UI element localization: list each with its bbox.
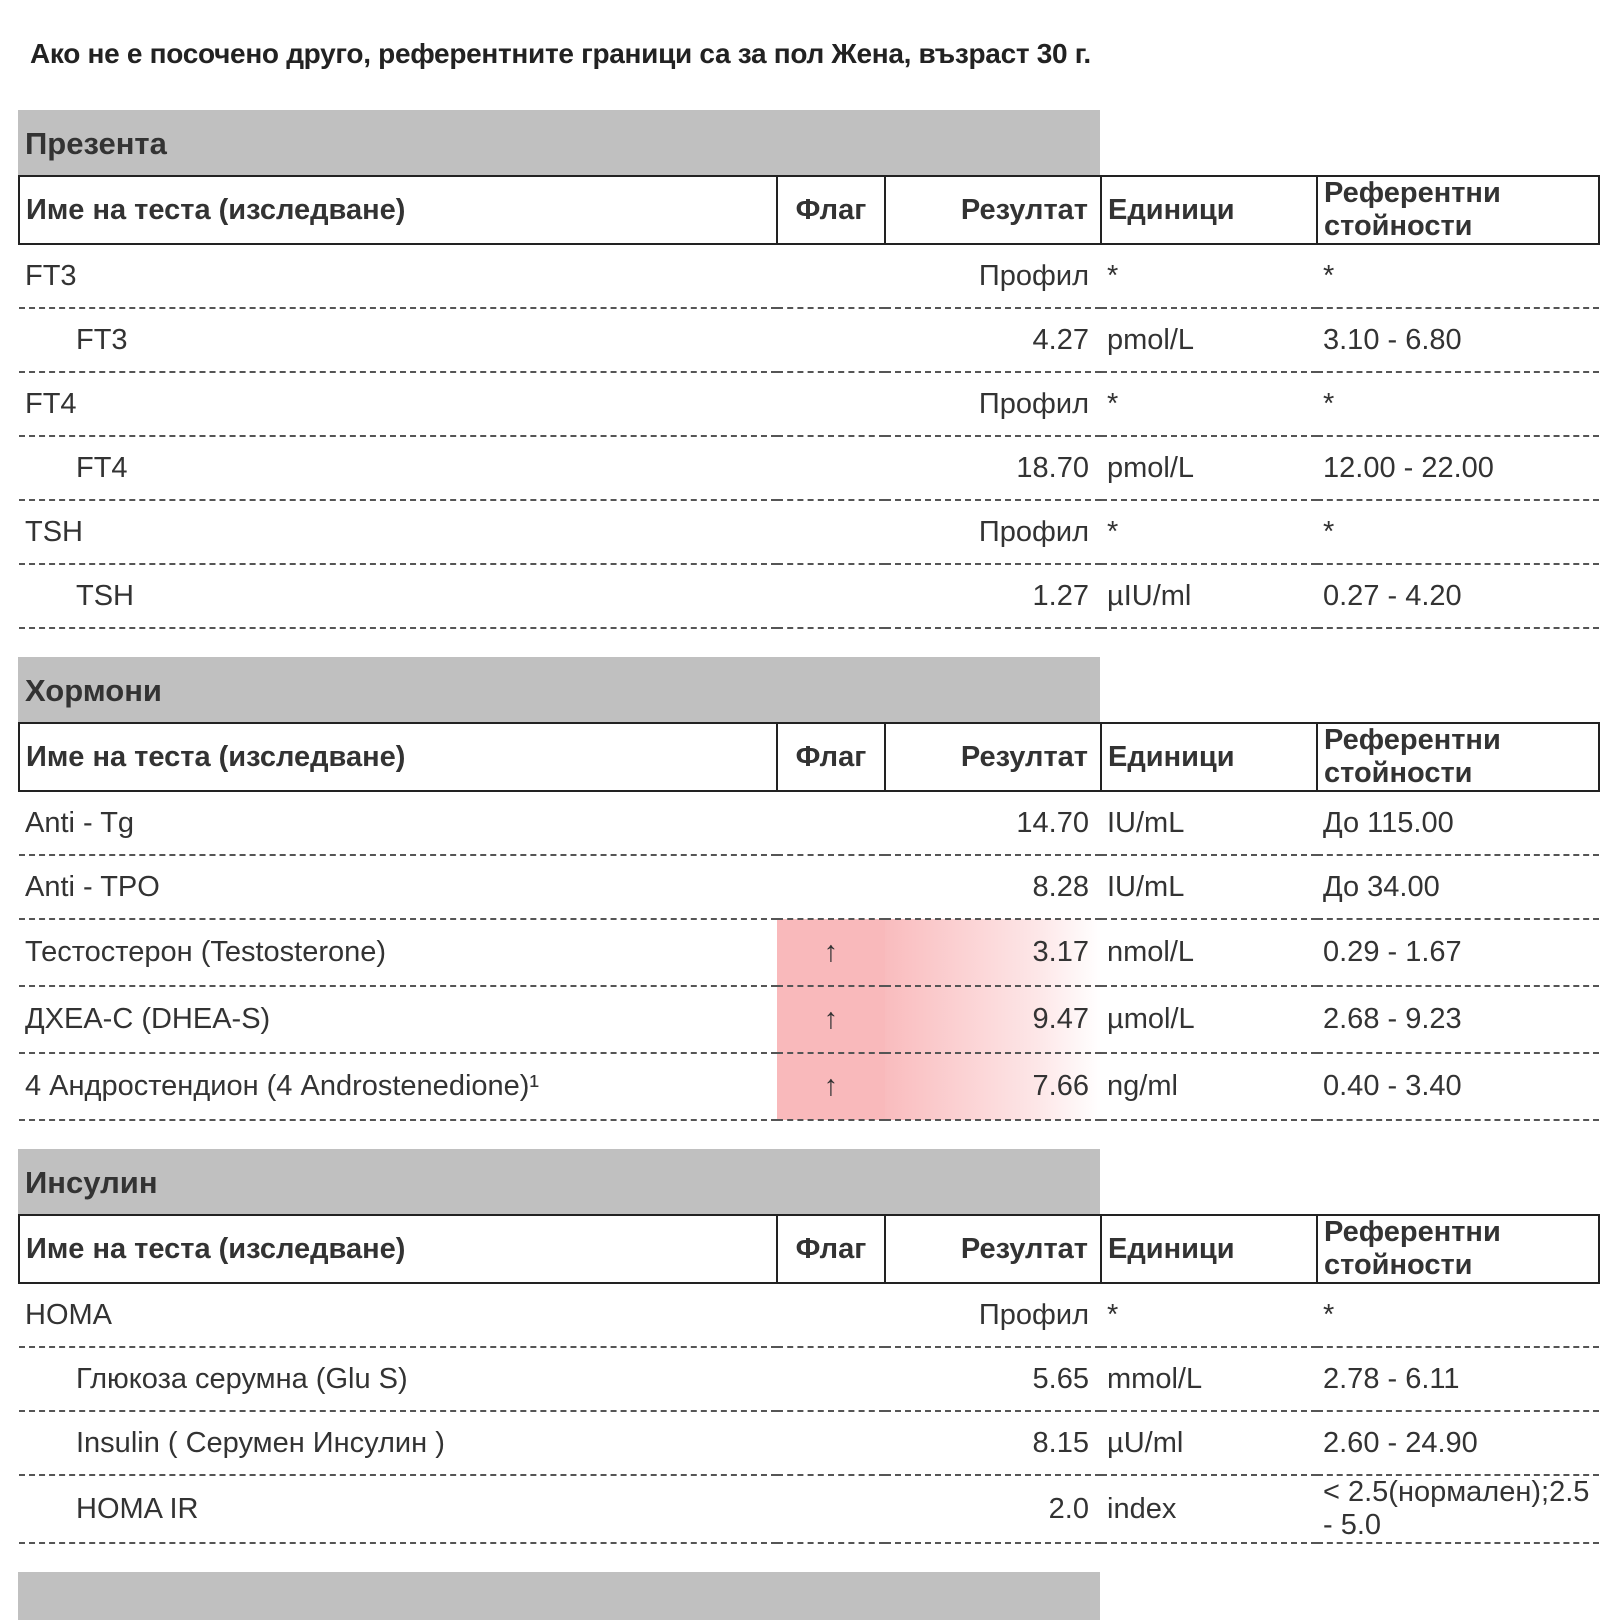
col-name-header: Име на теста (изследване) [19, 1215, 777, 1283]
col-result-header: Резултат [885, 1215, 1101, 1283]
col-units-header: Единици [1101, 723, 1317, 791]
result-value: Профил [885, 372, 1101, 436]
flag-cell [777, 1283, 885, 1347]
test-name: 4 Андростендион (4 Androstenedione)¹ [19, 1053, 777, 1120]
test-name: HOMA [19, 1283, 777, 1347]
result-value: 9.47 [885, 986, 1101, 1053]
flag-cell [777, 436, 885, 500]
units: IU/mL [1101, 855, 1317, 919]
test-name: Тестостерон (Testosterone) [19, 919, 777, 986]
result-value: 8.15 [885, 1411, 1101, 1475]
test-name: Anti - TPO [19, 855, 777, 919]
test-name: FT3 [19, 308, 777, 372]
sections-container [0, 110, 1600, 1544]
table-header [19, 723, 1599, 791]
test-name: FT4 [19, 372, 777, 436]
reference-note: Ако не е посочено друго, референтните граници са за пол Жена, възраст 30 г. [30, 38, 1091, 69]
flag-cell: ↑ [777, 919, 885, 986]
test-name: ДХЕА-С (DHEA-S) [19, 986, 777, 1053]
reference-range: 12.00 - 22.00 [1317, 436, 1599, 500]
table-row [19, 1053, 1599, 1120]
table-row [19, 1411, 1599, 1475]
reference-range: < 2.5(нормален);2.5 - 5.0 [1317, 1475, 1599, 1543]
col-name-header: Име на теста (изследване) [19, 723, 777, 791]
result-value: 1.27 [885, 564, 1101, 628]
reference-range: * [1317, 244, 1599, 308]
flag-cell [777, 791, 885, 855]
units: index [1101, 1475, 1317, 1543]
units: pmol/L [1101, 308, 1317, 372]
section-1 [18, 657, 1598, 1121]
units: * [1101, 244, 1317, 308]
table-row [19, 244, 1599, 308]
results-table [18, 175, 1600, 629]
table-row [19, 436, 1599, 500]
section-0 [18, 110, 1598, 629]
table-row [19, 308, 1599, 372]
col-flag-header: Флаг [777, 723, 885, 791]
units: * [1101, 372, 1317, 436]
result-value: 4.27 [885, 308, 1101, 372]
result-value: 8.28 [885, 855, 1101, 919]
flag-cell [777, 244, 885, 308]
flag-cell [777, 372, 885, 436]
units: * [1101, 1283, 1317, 1347]
units: mmol/L [1101, 1347, 1317, 1411]
table-row [19, 919, 1599, 986]
test-name: Глюкоза серумна (Glu S) [19, 1347, 777, 1411]
col-flag-header: Флаг [777, 176, 885, 244]
reference-range: 2.60 - 24.90 [1317, 1411, 1599, 1475]
flag-cell [777, 500, 885, 564]
units: IU/mL [1101, 791, 1317, 855]
col-ref-header: Референтни стойности [1317, 176, 1599, 244]
test-name: Anti - Tg [19, 791, 777, 855]
units: nmol/L [1101, 919, 1317, 986]
table-header [19, 176, 1599, 244]
table-row [19, 855, 1599, 919]
results-table [18, 1214, 1600, 1544]
units: µmol/L [1101, 986, 1317, 1053]
result-value: 14.70 [885, 791, 1101, 855]
reference-range: 2.78 - 6.11 [1317, 1347, 1599, 1411]
flag-cell: ↑ [777, 1053, 885, 1120]
table-row [19, 1347, 1599, 1411]
reference-range: * [1317, 372, 1599, 436]
section-title: Хормони [18, 657, 1100, 722]
table-row [19, 1475, 1599, 1543]
test-name: FT4 [19, 436, 777, 500]
reference-range: 0.40 - 3.40 [1317, 1053, 1599, 1120]
results-table [18, 722, 1600, 1121]
result-value: Профил [885, 244, 1101, 308]
section-title: Презента [18, 110, 1100, 175]
flag-cell: ↑ [777, 986, 885, 1053]
result-value: 5.65 [885, 1347, 1101, 1411]
flag-cell [777, 564, 885, 628]
result-value: Профил [885, 1283, 1101, 1347]
col-result-header: Резултат [885, 176, 1101, 244]
units: * [1101, 500, 1317, 564]
table-row [19, 986, 1599, 1053]
table-row [19, 564, 1599, 628]
col-units-header: Единици [1101, 176, 1317, 244]
test-name: FT3 [19, 244, 777, 308]
col-ref-header: Референтни стойности [1317, 1215, 1599, 1283]
reference-range: * [1317, 500, 1599, 564]
next-section-header [18, 1572, 1100, 1620]
test-name: TSH [19, 564, 777, 628]
units: pmol/L [1101, 436, 1317, 500]
reference-range: * [1317, 1283, 1599, 1347]
result-value: 18.70 [885, 436, 1101, 500]
units: µIU/ml [1101, 564, 1317, 628]
units: µU/ml [1101, 1411, 1317, 1475]
table-header [19, 1215, 1599, 1283]
reference-range: 0.29 - 1.67 [1317, 919, 1599, 986]
section-title: Инсулин [18, 1149, 1100, 1214]
section-2 [18, 1149, 1598, 1544]
result-value: 7.66 [885, 1053, 1101, 1120]
result-value: 3.17 [885, 919, 1101, 986]
col-ref-header: Референтни стойности [1317, 723, 1599, 791]
result-value: 2.0 [885, 1475, 1101, 1543]
reference-range: До 34.00 [1317, 855, 1599, 919]
col-units-header: Единици [1101, 1215, 1317, 1283]
col-flag-header: Флаг [777, 1215, 885, 1283]
flag-cell [777, 855, 885, 919]
col-result-header: Резултат [885, 723, 1101, 791]
table-row [19, 791, 1599, 855]
col-name-header: Име на теста (изследване) [19, 176, 777, 244]
test-name: HOMA IR [19, 1475, 777, 1543]
units: ng/ml [1101, 1053, 1317, 1120]
table-row [19, 500, 1599, 564]
test-name: TSH [19, 500, 777, 564]
flag-cell [777, 1411, 885, 1475]
test-name: Insulin ( Серумен Инсулин ) [19, 1411, 777, 1475]
reference-range: До 115.00 [1317, 791, 1599, 855]
reference-range: 2.68 - 9.23 [1317, 986, 1599, 1053]
flag-cell [777, 308, 885, 372]
reference-range: 3.10 - 6.80 [1317, 308, 1599, 372]
flag-cell [777, 1475, 885, 1543]
table-row [19, 1283, 1599, 1347]
reference-range: 0.27 - 4.20 [1317, 564, 1599, 628]
table-row [19, 372, 1599, 436]
result-value: Профил [885, 500, 1101, 564]
flag-cell [777, 1347, 885, 1411]
